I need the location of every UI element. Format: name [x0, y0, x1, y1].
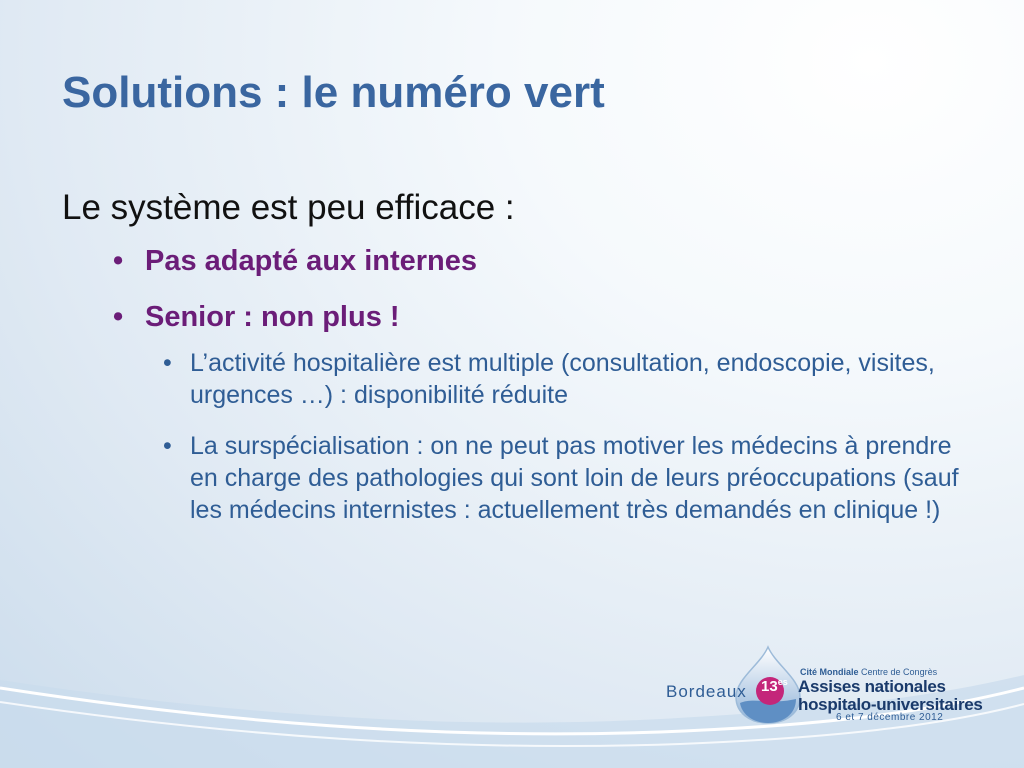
logo-line1: Assises nationales [798, 677, 946, 696]
sub-bullet-list [163, 430, 983, 526]
sub-bullet-text: La surspécialisation : on ne peut pas motiver les médecins à prendre en charge des pathologies qui sont loin de leurs préoccupations (sauf les médecins internistes : actuellement très demandés en clinique !) [190, 432, 959, 524]
bullet-item [113, 300, 400, 334]
bullet-item [113, 244, 477, 278]
event-logo [660, 645, 1010, 725]
logo-date: 6 et 7 décembre 2012 [836, 712, 944, 723]
bullet-icon: • [163, 349, 172, 377]
slide-title: Solutions : le numéro vert [62, 68, 605, 117]
sub-bullet-list [163, 347, 983, 411]
logo-line2: hospitalo-universitaires [798, 695, 983, 714]
sub-bullet-text: L’activité hospitalière est multiple (consultation, endoscopie, visites, urgences …) : disponibilité réduite [190, 349, 935, 409]
bullet-text: Pas adapté aux internes [145, 245, 478, 277]
bullet-text: Senior : non plus ! [145, 301, 400, 333]
sub-bullet-item [163, 430, 983, 526]
bullet-list [113, 300, 400, 334]
bullet-icon: • [113, 245, 124, 277]
logo-number: $13^{es}$ [761, 677, 788, 695]
bullet-icon: • [113, 301, 124, 333]
intro-text: Le système est peu efficace : [62, 188, 515, 227]
sub-bullet-item [163, 347, 983, 411]
bullet-icon: • [163, 432, 172, 460]
logo-city: Bordeaux [666, 682, 747, 701]
bullet-list [113, 244, 477, 278]
logo-venue: Cité Mondiale Centre de Congrès [800, 667, 938, 677]
